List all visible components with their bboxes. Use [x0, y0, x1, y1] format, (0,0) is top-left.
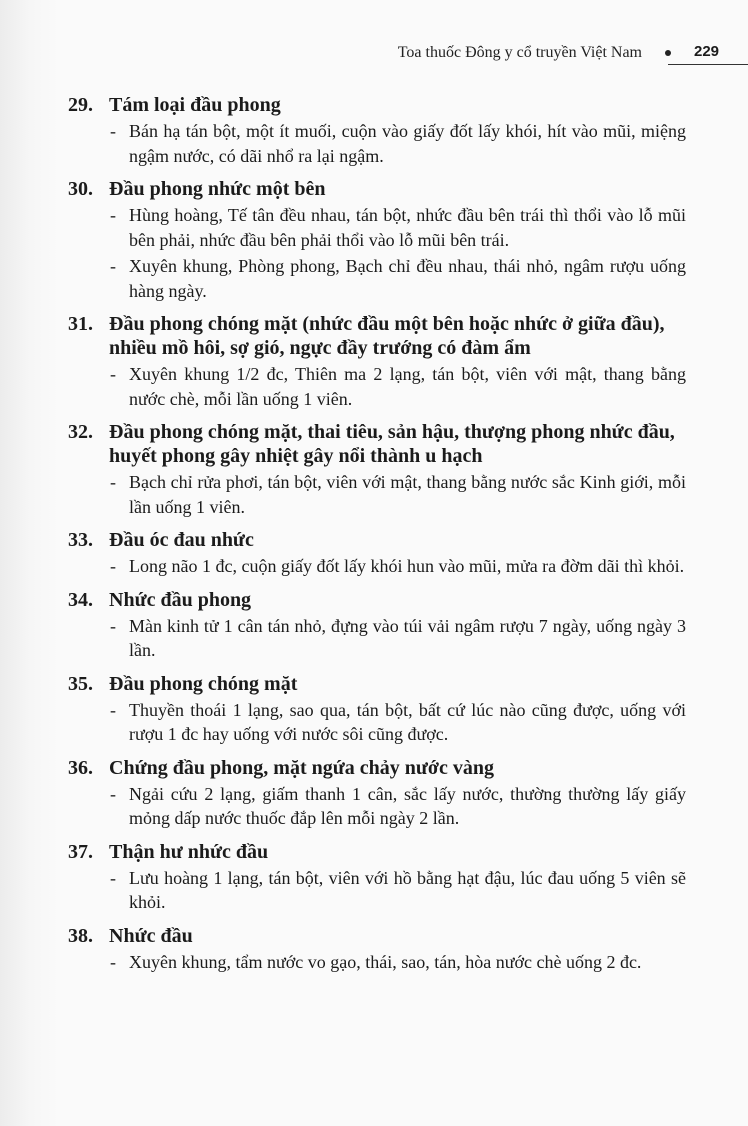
remedy-number: 35. [68, 672, 93, 695]
remedy-heading [0, 528, 748, 552]
remedy-number: 38. [68, 924, 93, 947]
remedy-entry [0, 554, 748, 579]
entry-text: Hùng hoàng, Tế tân đều nhau, tán bột, nhức đầu bên trái thì thổi vào lỗ mũi bên phải, nhức đầu bên phải thổi vào lỗ mũi bên trái. [129, 205, 686, 250]
remedy-entry [0, 614, 748, 663]
header-rule [668, 64, 748, 65]
remedy-item-29 [0, 93, 748, 168]
running-header [0, 40, 748, 68]
entry-text: Xuyên khung, tẩm nước vo gạo, thái, sao, tán, hòa nước chè uống 2 đc. [129, 951, 642, 972]
remedy-entry [0, 866, 748, 915]
remedy-heading [0, 588, 748, 612]
remedy-item-35 [0, 672, 748, 747]
remedy-entry [0, 254, 748, 303]
remedy-heading [0, 177, 748, 201]
entry-text: Màn kinh tử 1 cân tán nhỏ, đựng vào túi vải ngâm rượu 7 ngày, uống ngày 3 lần. [129, 615, 686, 660]
entry-text: Ngải cứu 2 lạng, giấm thanh 1 cân, sắc lấy nước, thường thường lấy giấy mỏng dấp nước thuốc đắp lên mỗi ngày 2 lần. [129, 783, 686, 828]
entry-text: Bán hạ tán bột, một ít muối, cuộn vào giấy đốt lấy khói, hít vào mũi, miệng ngậm nước, có dãi nhổ ra lại ngậm. [129, 121, 686, 166]
remedy-title: Đầu óc đau nhức [109, 529, 254, 551]
remedy-heading [0, 756, 748, 780]
remedy-number: 32. [68, 421, 93, 443]
entry-text: Bạch chỉ rửa phơi, tán bột, viên với mật, thang bằng nước sắc Kinh giới, mỗi lần uống 1 viên. [129, 472, 686, 517]
remedy-title: Đầu phong chóng mặt (nhức đầu một bên hoặc nhức ở giữa đầu), nhiều mồ hôi, sợ gió, ngực đầy trướng có đàm ẩm [109, 313, 665, 359]
remedy-number: 31. [68, 313, 93, 335]
entry-dash: - [110, 256, 116, 276]
remedy-item-37 [0, 840, 748, 915]
page-number: 229 [694, 43, 720, 60]
entry-dash: - [110, 472, 116, 492]
remedy-item-30 [0, 177, 748, 303]
remedy-heading [0, 924, 748, 948]
remedy-item-32 [0, 420, 748, 519]
remedy-number: 29. [68, 94, 93, 116]
remedy-item-34 [0, 588, 748, 663]
remedy-title: Tám loại đầu phong [109, 94, 281, 116]
remedy-entry [0, 470, 748, 519]
remedy-entry [0, 698, 748, 747]
entry-dash: - [110, 556, 116, 576]
remedy-entry [0, 119, 748, 168]
remedy-heading [0, 672, 748, 696]
entry-dash: - [110, 615, 116, 636]
entry-dash: - [110, 364, 116, 384]
entry-dash: - [110, 951, 116, 972]
remedy-heading [0, 840, 748, 864]
remedy-item-36 [0, 756, 748, 831]
remedy-item-31 [0, 312, 748, 411]
remedy-heading [0, 93, 748, 117]
remedy-title: Đầu phong chóng mặt, thai tiêu, sản hậu, thượng phong nhức đầu, huyết phong gây nhiệt gây nổi thành u hạch [109, 421, 675, 467]
entry-text: Lưu hoàng 1 lạng, tán bột, viên với hồ bằng hạt đậu, lúc đau uống 5 viên sẽ khỏi. [129, 867, 686, 912]
remedy-entry [0, 203, 748, 252]
entry-dash: - [110, 783, 116, 804]
entry-text: Xuyên khung 1/2 đc, Thiên ma 2 lạng, tán bột, viên với mật, thang bằng nước chè, mỗi lần uống 1 viên. [129, 364, 686, 409]
remedy-title: Chứng đầu phong, mặt ngứa chảy nước vàng [109, 756, 494, 779]
entry-text: Xuyên khung, Phòng phong, Bạch chỉ đều nhau, thái nhỏ, ngâm rượu uống hàng ngày. [129, 256, 686, 301]
remedy-number: 36. [68, 756, 93, 779]
entry-dash: - [110, 867, 116, 888]
remedy-item-38 [0, 924, 748, 975]
header-bullet [665, 50, 671, 56]
remedy-heading [0, 420, 748, 468]
remedy-entry [0, 362, 748, 411]
remedy-number: 37. [68, 840, 93, 863]
remedy-title: Nhức đầu phong [109, 588, 252, 611]
remedy-number: 30. [68, 178, 93, 200]
entry-dash: - [110, 205, 116, 225]
entry-text: Thuyền thoái 1 lạng, sao qua, tán bột, bất cứ lúc nào cũng được, uống với rượu 1 đc hay uống với nước sôi cũng được. [129, 699, 686, 744]
remedy-title: Nhức đầu [109, 924, 193, 947]
remedy-entry [0, 950, 748, 975]
entry-text: Long não 1 đc, cuộn giấy đốt lấy khói hun vào mũi, mửa ra đờm dãi thì khỏi. [129, 556, 685, 576]
remedy-number: 33. [68, 529, 93, 551]
remedy-heading [0, 312, 748, 360]
remedy-title: Đầu phong chóng mặt [109, 672, 298, 695]
remedy-list [0, 93, 748, 974]
remedy-title: Đầu phong nhức một bên [109, 178, 326, 200]
remedy-entry [0, 782, 748, 831]
entry-dash: - [110, 121, 116, 141]
remedy-item-33 [0, 528, 748, 579]
entry-dash: - [110, 699, 116, 720]
remedy-title: Thận hư nhức đầu [109, 840, 269, 863]
header-title: Toa thuốc Đông y cổ truyền Việt Nam [397, 44, 642, 61]
remedy-number: 34. [68, 588, 93, 611]
